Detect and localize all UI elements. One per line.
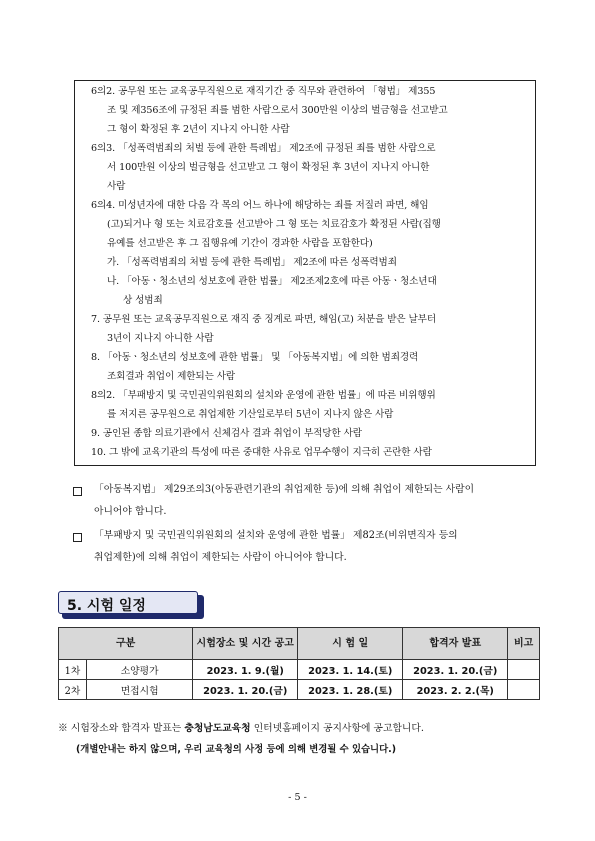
table-row: [59, 680, 540, 700]
check-text: 「부패방지 및 국민권익위원회의 설치와 운영에 관한 법률」 제82조(비위면직자 등의: [94, 530, 458, 541]
box-line: 8의2. 「부패방지 및 국민권익위원회의 설치와 운영에 관한 법률」에 따른 비위행위: [91, 390, 436, 401]
header-cell: 시 험 일: [298, 628, 403, 660]
box-line: 를 저지른 공무원으로 취업제한 기산일로부터 5년이 지나지 않은 사람: [107, 409, 394, 420]
notice-cell: 2023. 1. 9.(월): [193, 660, 298, 680]
stage-cell: 2차: [59, 680, 87, 700]
check-text: 아니어야 합니다.: [94, 506, 167, 517]
box-line: 6의4. 미성년자에 대한 다음 각 목의 어느 하나에 해당하는 죄를 저질러 파면, 해임: [91, 200, 429, 211]
box-line: 8. 「아동ㆍ청소년의 성보호에 관한 법률」 및 「아동복지법」에 의한 범죄경력: [91, 352, 419, 363]
checkbox[interactable]: [73, 487, 82, 496]
remark-cell: [508, 680, 540, 700]
note-org: 충청남도교육청: [184, 723, 251, 734]
schedule-table: [58, 627, 540, 700]
checkbox[interactable]: [73, 533, 82, 542]
header-cell: 합격자 발표: [403, 628, 508, 660]
box-line: 6의3. 「성폭력범죄의 처벌 등에 관한 특례법」 제2조에 규정된 죄를 범한 사람으로: [91, 143, 436, 154]
box-line: 7. 공무원 또는 교육공무직원으로 재직 중 징계로 파면, 해임(고) 처분을 받은 날부터: [91, 314, 436, 325]
box-line: 나. 「아동ㆍ청소년의 성보호에 관한 법률」 제2조제2호에 따른 아동ㆍ청소년대: [107, 276, 437, 287]
exam-cell: 2023. 1. 28.(토): [298, 680, 403, 700]
section-header: [58, 591, 204, 619]
box-line: 조회결과 취업이 제한되는 사람: [107, 371, 236, 382]
exam-cell: 2023. 1. 14.(토): [298, 660, 403, 680]
note-prefix: ※ 시험장소와 합격자 발표는: [58, 723, 185, 734]
stage-cell: 1차: [59, 660, 87, 680]
box-line: 유예를 선고받은 후 그 집행유예 기간이 경과한 사람을 포함한다): [107, 238, 373, 249]
header-cell: 구분: [59, 628, 193, 660]
type-cell: 면접시험: [87, 680, 193, 700]
table-row: [59, 660, 540, 680]
check-text: 취업제한)에 의해 취업이 제한되는 사람이 아니어야 합니다.: [94, 552, 347, 563]
notice-cell: 2023. 1. 20.(금): [193, 680, 298, 700]
table-header-row: [59, 628, 540, 660]
announcement-subnote: (개별안내는 하지 않으며, 우리 교육청의 사정 등에 의해 변경될 수 있습니다.): [76, 744, 397, 755]
header-cell: 시험장소 및 시간 공고: [193, 628, 298, 660]
box-line: 9. 공인된 종합 의료기관에서 신체검사 결과 취업이 부적당한 사람: [91, 428, 362, 439]
box-line: (고)되거나 형 또는 치료감호를 선고받아 그 형 또는 치료감호가 확정된 사람(집행: [107, 219, 441, 230]
box-line: 3년이 지나지 아니한 사람: [107, 333, 214, 344]
remark-cell: [508, 660, 540, 680]
page-number: - 5 -: [288, 792, 307, 803]
type-cell: 소양평가: [87, 660, 193, 680]
box-line: 서 100만원 이상의 벌금형을 선고받고 그 형이 확정된 후 3년이 지나지 아니한: [107, 162, 430, 173]
box-line: 가. 「성폭력범죄의 처벌 등에 관한 특례법」 제2조에 따른 성폭력범죄: [107, 257, 397, 268]
box-line: 사람: [107, 181, 126, 192]
box-line: 6의2. 공무원 또는 교육공무직원으로 재직기간 중 직무와 관련하여 「형법」 제355: [91, 86, 436, 97]
announcement-note: [58, 720, 424, 734]
check-text: 「아동복지법」 제29조의3(아동관련기관의 취업제한 등)에 의해 취업이 제한되는 사람이: [94, 484, 475, 495]
section-title: 5. 시험 일정: [67, 598, 146, 614]
result-cell: 2023. 2. 2.(목): [403, 680, 508, 700]
header-cell: 비고: [508, 628, 540, 660]
box-line: 그 형이 확정된 후 2년이 지나지 아니한 사람: [107, 124, 290, 135]
section-header-face: [58, 591, 198, 614]
box-line: 10. 그 밖에 교육기관의 특성에 따른 중대한 사유로 업무수행이 지극히 곤란한 사람: [91, 447, 432, 458]
box-line: 조 및 제356조에 규정된 죄를 범한 사람으로서 300만원 이상의 벌금형을 선고받고: [107, 105, 448, 116]
box-line: 상 성범죄: [123, 295, 163, 306]
note-suffix: 인터넷홈페이지 공지사항에 공고합니다.: [250, 723, 424, 734]
result-cell: 2023. 1. 20.(금): [403, 660, 508, 680]
